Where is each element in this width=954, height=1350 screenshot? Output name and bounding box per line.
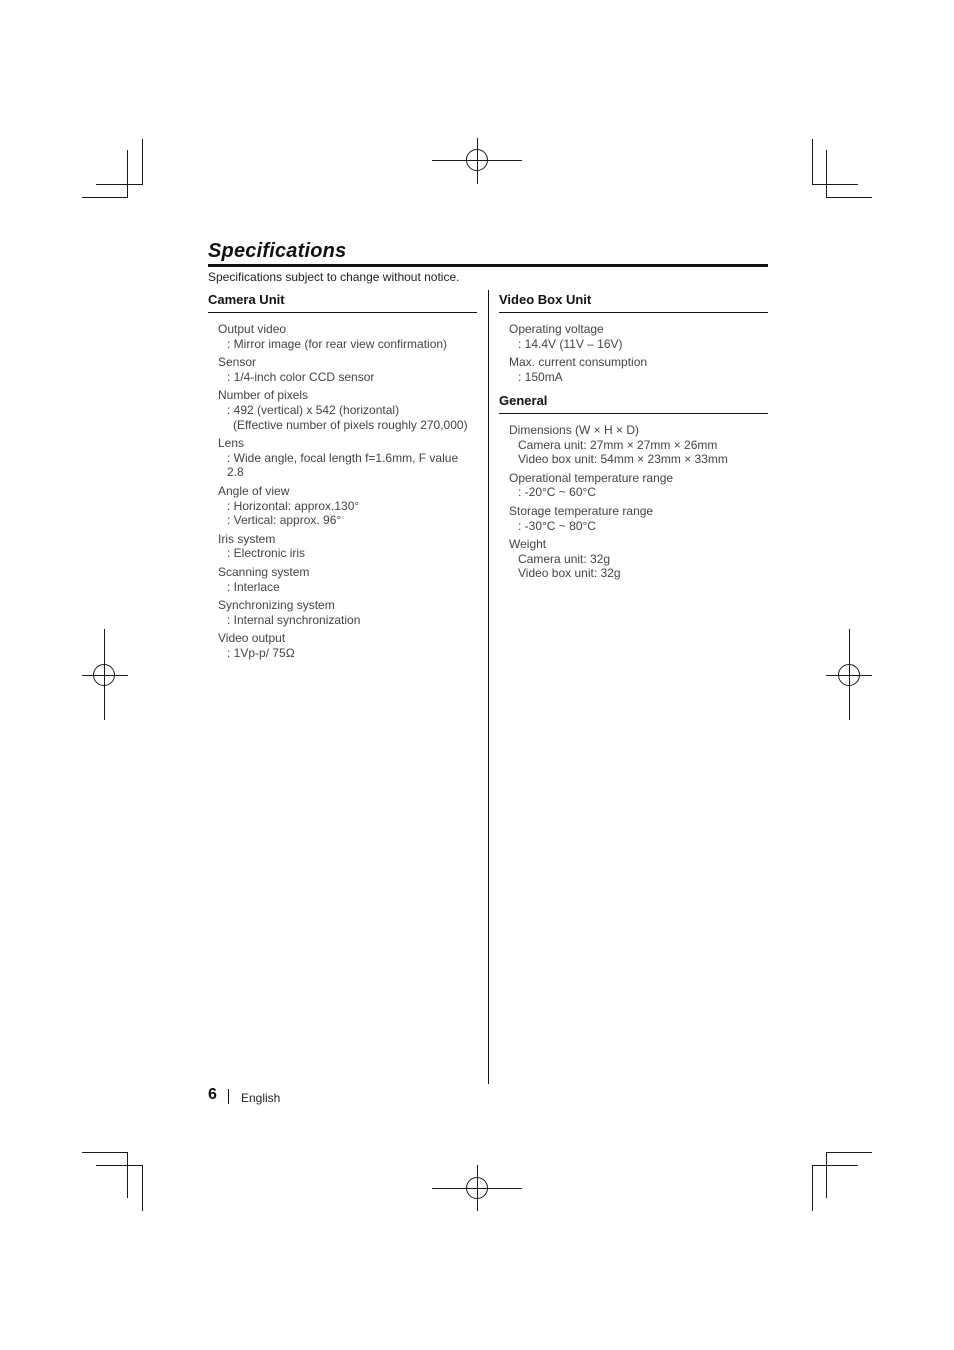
spec-value: : -20°C ~ 60°C bbox=[518, 485, 596, 500]
spec-label: Sensor bbox=[218, 355, 257, 370]
spec-label: Number of pixels bbox=[218, 388, 309, 403]
spec-value: (Effective number of pixels roughly 270,000) bbox=[233, 417, 468, 432]
spec-value: : 492 (vertical) x 542 (horizontal) bbox=[227, 402, 400, 417]
spec-label: Operating voltage bbox=[509, 322, 604, 336]
crop-mark bbox=[127, 150, 128, 198]
spec-label: Video output bbox=[218, 631, 286, 646]
spec-label: Storage temperature range bbox=[509, 503, 654, 518]
crop-mark bbox=[812, 184, 858, 185]
spec-list bbox=[499, 414, 768, 581]
crop-mark bbox=[96, 184, 142, 185]
crop-mark bbox=[812, 1165, 858, 1166]
footer-separator bbox=[228, 1089, 229, 1104]
spec-item bbox=[509, 537, 768, 581]
spec-label: Dimensions (W × H × D) bbox=[509, 423, 640, 437]
spec-value: : Vertical: approx. 96° bbox=[227, 513, 342, 528]
column-divider bbox=[488, 290, 489, 1084]
crop-mark bbox=[812, 1165, 813, 1211]
title-rule bbox=[208, 264, 768, 267]
crop-mark bbox=[142, 139, 143, 185]
spec-value: Camera unit: 27mm × 27mm × 26mm bbox=[518, 437, 718, 452]
crop-mark bbox=[82, 1152, 128, 1153]
crop-mark bbox=[142, 1165, 143, 1211]
spec-value: : 1Vp-p/ 75Ω bbox=[227, 645, 295, 660]
crop-mark bbox=[826, 197, 872, 198]
spec-value: : Horizontal: approx.130° bbox=[227, 498, 360, 513]
spec-item bbox=[218, 598, 477, 627]
crop-mark bbox=[826, 150, 827, 198]
spec-item bbox=[218, 631, 477, 660]
spec-list bbox=[208, 313, 477, 660]
spec-item bbox=[509, 471, 768, 500]
spec-value: : 14.4V (11V – 16V) bbox=[518, 336, 623, 351]
spec-label: Angle of view bbox=[218, 483, 290, 498]
section-heading: General bbox=[499, 393, 768, 414]
spec-value: : Internal synchronization bbox=[227, 612, 361, 627]
spec-value: : 150mA bbox=[518, 369, 563, 384]
page-title: Specifications bbox=[208, 240, 347, 262]
spec-item bbox=[218, 355, 477, 384]
spec-item bbox=[509, 504, 768, 533]
spec-label: Scanning system bbox=[218, 564, 310, 579]
footer-language: English bbox=[241, 1091, 281, 1105]
spec-value: : -30°C ~ 80°C bbox=[518, 518, 596, 533]
spec-value: : Interlace bbox=[227, 579, 280, 594]
spec-label: Iris system bbox=[218, 531, 276, 546]
spec-value: : Wide angle, focal length f=1.6mm, F value 2.8 bbox=[227, 450, 459, 480]
camera-unit-section bbox=[208, 292, 477, 664]
spec-item bbox=[509, 355, 768, 384]
general-section bbox=[499, 393, 768, 585]
section-heading: Video Box Unit bbox=[499, 292, 768, 313]
crop-mark bbox=[127, 1152, 128, 1198]
video-box-unit-section bbox=[499, 292, 768, 388]
crop-mark bbox=[812, 139, 813, 185]
spec-list bbox=[499, 313, 768, 384]
crop-mark bbox=[96, 1165, 142, 1166]
spec-value: Video box unit: 32g bbox=[518, 566, 621, 581]
spec-item bbox=[218, 565, 477, 594]
spec-item bbox=[509, 322, 768, 351]
spec-item bbox=[218, 436, 477, 480]
crop-mark bbox=[826, 1152, 827, 1198]
spec-item bbox=[218, 484, 477, 528]
spec-value: : Electronic iris bbox=[227, 546, 306, 561]
spec-label: Synchronizing system bbox=[218, 598, 335, 613]
spec-item bbox=[218, 322, 477, 351]
page-number: 6 bbox=[208, 1086, 217, 1103]
spec-label: Max. current consumption bbox=[509, 355, 648, 370]
spec-value: Video box unit: 54mm × 23mm × 33mm bbox=[518, 452, 728, 467]
spec-item bbox=[218, 388, 477, 432]
spec-label: Output video bbox=[218, 322, 287, 336]
spec-label: Lens bbox=[218, 436, 245, 451]
section-heading: Camera Unit bbox=[208, 292, 477, 313]
notice-text: Specifications subject to change without notice. bbox=[208, 270, 460, 284]
spec-label: Operational temperature range bbox=[509, 470, 674, 485]
spec-value: : Mirror image (for rear view confirmation) bbox=[227, 336, 448, 351]
spec-value: : 1/4-inch color CCD sensor bbox=[227, 369, 375, 384]
spec-value: Camera unit: 32g bbox=[518, 551, 611, 566]
crop-mark bbox=[82, 197, 128, 198]
spec-item bbox=[218, 532, 477, 561]
spec-item bbox=[509, 423, 768, 467]
crop-mark bbox=[826, 1152, 872, 1153]
spec-label: Weight bbox=[509, 537, 547, 552]
